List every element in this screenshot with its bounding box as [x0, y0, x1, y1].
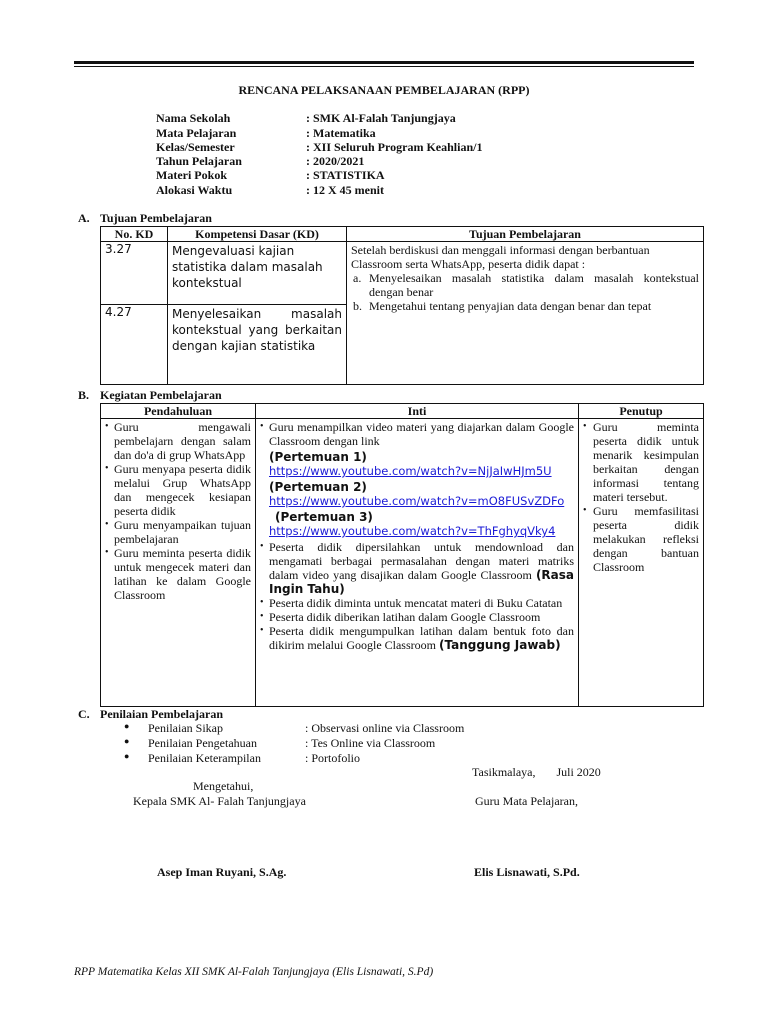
- list-item: a. Menyelesaikan masalah statistika dalam masalah kontekstual dengan benar: [353, 271, 699, 299]
- list-item: • Guru meminta peserta didik untuk menarik kesimpulan berkaitan dengan informasi tentang materi tersebut.: [583, 420, 699, 504]
- kd-text: Menyelesaikan masalah kontekstual yang berkaitan dengan kajian statistika: [168, 305, 347, 385]
- bullet-icon: ●: [124, 721, 130, 731]
- section-b-letter: B.: [78, 388, 90, 402]
- list-item: • Guru menyampaikan tujuan pembelajaran: [105, 518, 251, 546]
- list-item: • Peserta didik dipersilahkan untuk mendownload dan mengamati berbagai permasalahan dengan materi matriks dalam video yang disajikan dalam Google Classroom (Rasa Ingin Tahu): [260, 540, 574, 596]
- list-item: • Guru menampilkan video materi yang diajarkan dalam Google Classroom dengan link (Pertemuan 1) https://www.youtube.com/watch?v=NjJaIwHJm5U (Pertemuan 2) https://www.youtube.com/watch?v=mO8FUSvZDFo (Pertemuan 3) https://www.youtube.com/watch?v=ThFghyqVky4: [260, 420, 574, 538]
- video-link[interactable]: https://www.youtube.com/watch?v=NjJaIwHJm5U: [269, 464, 552, 478]
- bullet-icon: ●: [124, 736, 130, 746]
- penutup-list: [583, 420, 699, 574]
- col-header-inti: Inti: [256, 404, 579, 419]
- top-rule-thick: [74, 61, 694, 64]
- section-a-title: Tujuan Pembelajaran: [100, 211, 212, 225]
- video-link[interactable]: https://www.youtube.com/watch?v=ThFghyqVky4: [269, 524, 556, 538]
- kegiatan-table: [100, 403, 704, 707]
- inti-cell: [256, 419, 579, 707]
- meeting-label: (Pertemuan 1): [269, 450, 367, 464]
- tujuan-cell: [347, 242, 704, 385]
- document-title: RENCANA PELAKSANAAN PEMBELAJARAN (RPP): [238, 83, 530, 97]
- section-b-title: Kegiatan Pembelajaran: [100, 388, 222, 402]
- list-item: b. Mengetahui tentang penyajian data dengan benar dan tepat: [353, 299, 652, 313]
- known-by-label: Mengetahui,: [193, 779, 254, 793]
- col-header-kd: Kompetensi Dasar (KD): [168, 227, 347, 242]
- col-header-no-kd: No. KD: [101, 227, 168, 242]
- principal-name: Asep Iman Ruyani, S.Ag.: [157, 865, 287, 879]
- section-c-letter: C.: [78, 707, 90, 721]
- penilaian-value: : Observasi online via Classroom: [305, 721, 465, 735]
- col-header-pendahuluan: Pendahuluan: [101, 404, 256, 419]
- video-link[interactable]: https://www.youtube.com/watch?v=mO8FUSvZDFo: [269, 494, 565, 508]
- col-header-tujuan: Tujuan Pembelajaran: [347, 227, 704, 242]
- col-header-penutup: Penutup: [579, 404, 704, 419]
- kd-number: 4.27: [101, 305, 168, 385]
- tujuan-list: [351, 271, 699, 313]
- meeting-label: (Pertemuan 3): [275, 510, 373, 524]
- pendahuluan-cell: [101, 419, 256, 707]
- section-c-title: Penilaian Pembelajaran: [100, 707, 223, 721]
- list-item: • Guru mengawali pembelajarn dengan salam dan do'a di grup WhatsApp: [105, 420, 251, 462]
- inti-list: [260, 420, 574, 652]
- kd-text: Mengevaluasi kajian statistika dalam masalah kontekstual: [168, 242, 347, 305]
- list-item: • Guru memfasilitasi peserta didik melakukan refleksi dengan bantuan Classroom: [583, 504, 699, 574]
- teacher-name: Elis Lisnawati, S.Pd.: [474, 865, 580, 879]
- bullet-icon: ●: [124, 751, 130, 761]
- kd-number: 3.27: [101, 242, 168, 305]
- penilaian-value: : Portofolio: [305, 751, 361, 765]
- pendahuluan-list: [105, 420, 251, 602]
- list-item: • Guru meminta peserta didik untuk mengecek materi dan latihan ke dalam Google Classroom: [105, 546, 251, 602]
- penilaian-label: Penilaian Pengetahuan: [148, 736, 257, 750]
- meeting-label: (Pertemuan 2): [269, 480, 367, 494]
- teacher-title: Guru Mata Pelajaran,: [475, 794, 578, 808]
- page-footer: RPP Matematika Kelas XII SMK Al-Falah Tanjungjaya (Elis Lisnawati, S.Pd): [74, 966, 434, 978]
- tujuan-intro: Setelah berdiskusi dan menggali informasi dengan berbantuan Classroom serta WhatsApp, peserta didik dapat :: [351, 243, 650, 271]
- list-item: • Peserta didik mengumpulkan latihan dalam bentuk foto dan dikirim melalui Google Classroom (Tanggung Jawab): [260, 624, 574, 652]
- penilaian-label: Penilaian Sikap: [148, 721, 223, 735]
- list-item: • Peserta didik diberikan latihan dalam Google Classroom: [260, 610, 574, 624]
- section-a-letter: A.: [78, 211, 90, 225]
- penutup-cell: [579, 419, 704, 707]
- penilaian-value: : Tes Online via Classroom: [305, 736, 436, 750]
- penilaian-label: Penilaian Keterampilan: [148, 751, 261, 765]
- list-item: • Peserta didik diminta untuk mencatat materi di Buku Catatan: [260, 596, 574, 610]
- top-rule-thin: [74, 66, 694, 67]
- place-date: Tasikmalaya, Juli 2020: [472, 765, 601, 779]
- tujuan-table: [100, 226, 704, 385]
- principal-title: Kepala SMK Al- Falah Tanjungjaya: [133, 794, 306, 808]
- list-item: • Guru menyapa peserta didik melalui Grup WhatsApp dan mengecek kesiapan peserta didik: [105, 462, 251, 518]
